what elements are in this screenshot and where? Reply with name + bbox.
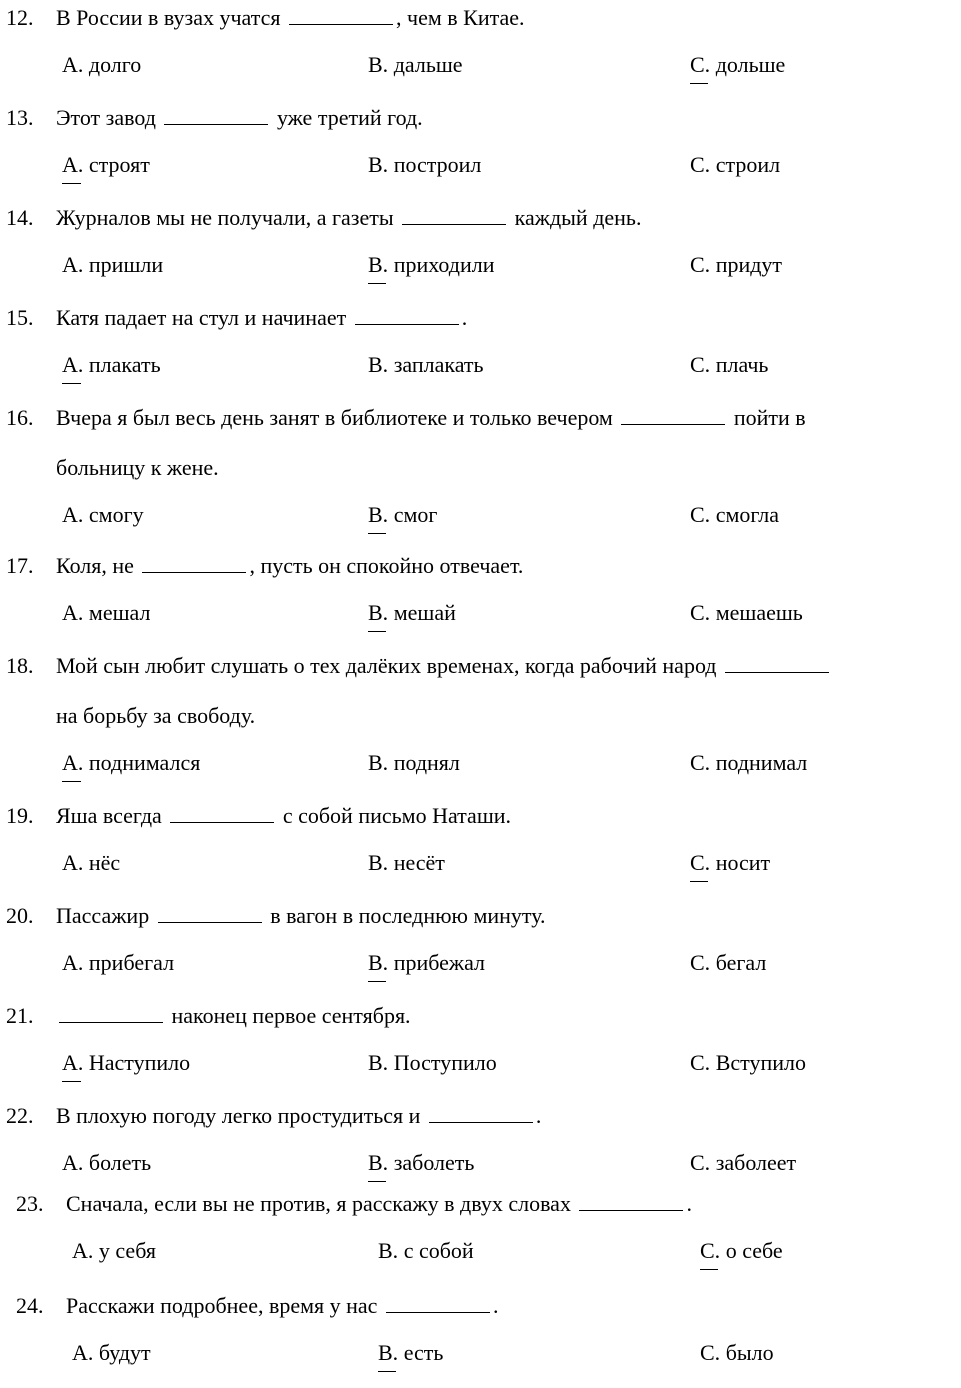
question-number: 20.	[6, 903, 34, 928]
option-letter: B.	[368, 750, 389, 775]
question-block	[6, 648, 953, 798]
option-text: мешал	[88, 600, 151, 625]
option-text: Вступило	[715, 1050, 806, 1075]
option-letter: C.	[690, 352, 711, 377]
option-text: будут	[98, 1340, 151, 1365]
answer-option	[62, 50, 141, 80]
option-letter: B.	[368, 1050, 389, 1075]
option-text: болеть	[88, 1150, 152, 1175]
option-letter: C.	[690, 252, 711, 277]
question-number: 13.	[6, 105, 34, 130]
option-text: заболеть	[393, 1150, 475, 1175]
answer-option	[378, 1338, 443, 1368]
question-text-after: .	[492, 1293, 499, 1318]
answer-option	[368, 848, 445, 878]
question-text-before: Этот завод	[56, 105, 156, 130]
question-text-after: с собой письмо Наташи.	[282, 803, 512, 828]
option-letter-marked: B.	[378, 1338, 398, 1368]
option-text: построил	[393, 152, 482, 177]
answer-option	[700, 1338, 774, 1368]
answer-option	[62, 748, 200, 778]
question-number: 14.	[6, 205, 34, 230]
answer-option	[72, 1338, 151, 1368]
option-text: строил	[715, 152, 781, 177]
answer-blank	[621, 406, 725, 425]
option-letter-marked: C.	[690, 50, 710, 80]
option-letter: B.	[368, 352, 389, 377]
option-text: бегал	[715, 950, 767, 975]
answer-option	[690, 948, 766, 978]
answer-option	[378, 1236, 474, 1266]
option-letter: C.	[700, 1340, 721, 1365]
answer-option	[690, 848, 770, 878]
question-number: 24.	[16, 1293, 44, 1318]
answer-blank	[402, 206, 506, 225]
question-text-before: Катя падает на стул и начинает	[56, 305, 347, 330]
question-text-after: каждый день.	[514, 205, 642, 230]
question-line	[6, 0, 953, 50]
question-text-after: , пусть он спокойно отвечает.	[249, 553, 524, 578]
question-block	[6, 1098, 953, 1198]
option-text: нёс	[88, 850, 121, 875]
option-text: приходили	[393, 252, 495, 277]
answer-option	[368, 748, 460, 778]
answer-option	[368, 948, 485, 978]
option-letter: A.	[72, 1340, 94, 1365]
answer-option	[690, 1048, 806, 1078]
question-number: 19.	[6, 803, 34, 828]
option-text: придут	[715, 252, 783, 277]
answer-option	[690, 50, 785, 80]
answer-option	[368, 50, 463, 80]
question-text-before: Мой сын любит слушать о тех далёких временах, когда рабочий народ	[56, 653, 717, 678]
answer-option	[62, 598, 150, 628]
answer-option	[368, 500, 437, 530]
answer-options	[16, 1236, 953, 1286]
question-line	[6, 1098, 953, 1148]
question-text-before: Пассажир	[56, 903, 150, 928]
question-line	[6, 400, 953, 450]
option-letter: A.	[72, 1238, 94, 1263]
option-text: Наступило	[88, 1050, 191, 1075]
option-letter: C.	[690, 1050, 711, 1075]
question-text-after: уже третий год.	[276, 105, 423, 130]
option-text: строят	[88, 152, 150, 177]
question-block	[6, 798, 953, 898]
option-letter-marked: A.	[62, 748, 83, 778]
option-letter: C.	[690, 1150, 711, 1175]
answer-option	[62, 250, 163, 280]
option-text: носит	[715, 850, 771, 875]
question-number: 12.	[6, 5, 34, 30]
question-line	[6, 798, 953, 848]
answer-option	[72, 1236, 156, 1266]
option-letter-marked: B.	[368, 500, 388, 530]
question-block	[6, 400, 953, 550]
question-text-after: .	[686, 1191, 692, 1216]
answer-option	[368, 598, 456, 628]
answer-blank	[725, 654, 829, 673]
question-number: 15.	[6, 305, 34, 330]
option-letter: A.	[62, 850, 84, 875]
answer-option	[700, 1236, 783, 1266]
answer-options	[6, 848, 953, 898]
option-text: плачь	[715, 352, 769, 377]
question-continuation: на борьбу за свободу.	[56, 703, 256, 728]
question-text-before: Вчера я был весь день занят в библиотеке и только вечером	[56, 405, 613, 430]
option-letter-marked: A.	[62, 350, 83, 380]
answer-options	[6, 1048, 953, 1098]
answer-option	[690, 500, 779, 530]
question-number: 16.	[6, 405, 34, 430]
option-letter: C.	[690, 600, 711, 625]
answer-blank	[355, 306, 459, 325]
question-text-after: в вагон в последнюю минуту.	[270, 903, 546, 928]
answer-option	[690, 150, 780, 180]
answer-options	[6, 948, 953, 998]
answer-options	[6, 748, 953, 798]
question-line	[6, 300, 953, 350]
option-letter: B.	[368, 152, 389, 177]
answer-blank	[289, 6, 393, 25]
option-letter: B.	[368, 52, 389, 77]
question-block	[6, 548, 953, 648]
answer-options	[6, 250, 953, 300]
option-text: поднимался	[88, 750, 201, 775]
question-line	[6, 998, 953, 1048]
answer-option	[690, 1148, 796, 1178]
option-text: дольше	[715, 52, 786, 77]
option-letter: A.	[62, 1150, 84, 1175]
question-text-before: В плохую погоду легко простудиться и	[56, 1103, 421, 1128]
question-line	[6, 548, 953, 598]
option-letter: A.	[62, 52, 84, 77]
option-text: мешаешь	[715, 600, 803, 625]
answer-blank	[59, 1004, 163, 1023]
question-number: 18.	[6, 653, 34, 678]
option-text: поднял	[393, 750, 460, 775]
question-text-after: .	[461, 305, 468, 330]
option-text: прибежал	[393, 950, 486, 975]
answer-blank	[170, 804, 274, 823]
answer-option	[690, 350, 768, 380]
option-text: мешай	[393, 600, 456, 625]
answer-option	[690, 250, 782, 280]
answer-option	[368, 250, 494, 280]
question-number: 17.	[6, 553, 34, 578]
answer-option	[62, 1148, 151, 1178]
option-letter: B.	[368, 850, 389, 875]
question-block	[6, 898, 953, 998]
answer-blank	[579, 1192, 683, 1211]
option-letter-marked: B.	[368, 1148, 388, 1178]
question-block	[6, 200, 953, 300]
answer-blank	[158, 904, 262, 923]
answer-options	[6, 150, 953, 200]
question-text-before: В России в вузах учатся	[56, 5, 281, 30]
answer-option	[368, 1148, 474, 1178]
answer-option	[368, 1048, 497, 1078]
option-text: о себе	[725, 1238, 783, 1263]
question-text-after: наконец первое сентября.	[171, 1003, 411, 1028]
question-text-after: .	[535, 1103, 542, 1128]
answer-option	[368, 350, 484, 380]
answer-blank	[164, 106, 268, 125]
option-text: дальше	[393, 52, 463, 77]
question-text-before: Журналов мы не получали, а газеты	[56, 205, 394, 230]
question-block	[16, 1288, 953, 1388]
option-text: есть	[403, 1340, 444, 1365]
answer-option	[368, 150, 481, 180]
option-text: смогу	[88, 502, 144, 527]
option-letter-marked: A.	[62, 1048, 83, 1078]
option-text: заплакать	[393, 352, 484, 377]
answer-option	[62, 150, 150, 180]
option-text: плакать	[88, 352, 161, 377]
option-letter-marked: B.	[368, 598, 388, 628]
question-number: 21.	[6, 1003, 34, 1028]
answer-option	[690, 598, 803, 628]
answer-options	[16, 1338, 953, 1388]
option-text: несёт	[393, 850, 445, 875]
question-block	[6, 300, 953, 400]
option-letter: A.	[62, 502, 84, 527]
answer-options	[6, 598, 953, 648]
answer-options	[6, 350, 953, 400]
option-text: у себя	[98, 1238, 156, 1263]
answer-blank	[142, 554, 246, 573]
option-letter: A.	[62, 252, 84, 277]
option-text: прибегал	[88, 950, 175, 975]
question-text-after: , чем в Китае.	[396, 5, 525, 30]
option-text: долго	[88, 52, 142, 77]
option-text: было	[725, 1340, 774, 1365]
answer-option	[62, 848, 120, 878]
answer-blank	[386, 1294, 490, 1313]
question-number: 22.	[6, 1103, 34, 1128]
option-letter-marked: C.	[700, 1236, 720, 1266]
question-text-before: Сначала, если вы не против, я расскажу в двух словах	[66, 1191, 571, 1216]
question-block	[6, 100, 953, 200]
question-line	[16, 1186, 953, 1236]
option-text: пришли	[88, 252, 164, 277]
option-text: заболеет	[715, 1150, 797, 1175]
question-number: 23.	[16, 1191, 44, 1216]
option-text: смог	[393, 502, 438, 527]
answer-blank	[429, 1104, 533, 1123]
answer-option	[62, 948, 174, 978]
question-text-before: Расскажи подробнее, время у нас	[66, 1293, 378, 1318]
question-line	[6, 100, 953, 150]
question-text-after: пойти в	[733, 405, 806, 430]
option-letter: C.	[690, 750, 711, 775]
option-letter-marked: C.	[690, 848, 710, 878]
answer-option	[62, 350, 161, 380]
option-letter: B.	[378, 1238, 399, 1263]
answer-options	[6, 500, 953, 550]
question-line	[16, 1288, 953, 1338]
answer-option	[690, 748, 807, 778]
option-letter: C.	[690, 502, 711, 527]
option-text: поднимал	[715, 750, 808, 775]
option-letter: A.	[62, 600, 84, 625]
question-line	[6, 898, 953, 948]
question-continuation: больницу к жене.	[56, 455, 219, 480]
question-line	[6, 200, 953, 250]
question-block	[16, 1186, 953, 1286]
option-text: с собой	[403, 1238, 474, 1263]
option-letter-marked: B.	[368, 948, 388, 978]
question-text-before: Яша всегда	[56, 803, 162, 828]
option-text: смогла	[715, 502, 780, 527]
option-letter: A.	[62, 950, 84, 975]
answer-option	[62, 1048, 190, 1078]
question-text-before: Коля, не	[56, 553, 134, 578]
option-text: Поступило	[393, 1050, 497, 1075]
option-letter-marked: A.	[62, 150, 83, 180]
option-letter: C.	[690, 152, 711, 177]
answer-options	[6, 50, 953, 100]
option-letter-marked: B.	[368, 250, 388, 280]
answer-option	[62, 500, 144, 530]
question-line	[6, 648, 953, 698]
question-block	[6, 998, 953, 1098]
option-letter: C.	[690, 950, 711, 975]
question-block	[6, 0, 953, 100]
